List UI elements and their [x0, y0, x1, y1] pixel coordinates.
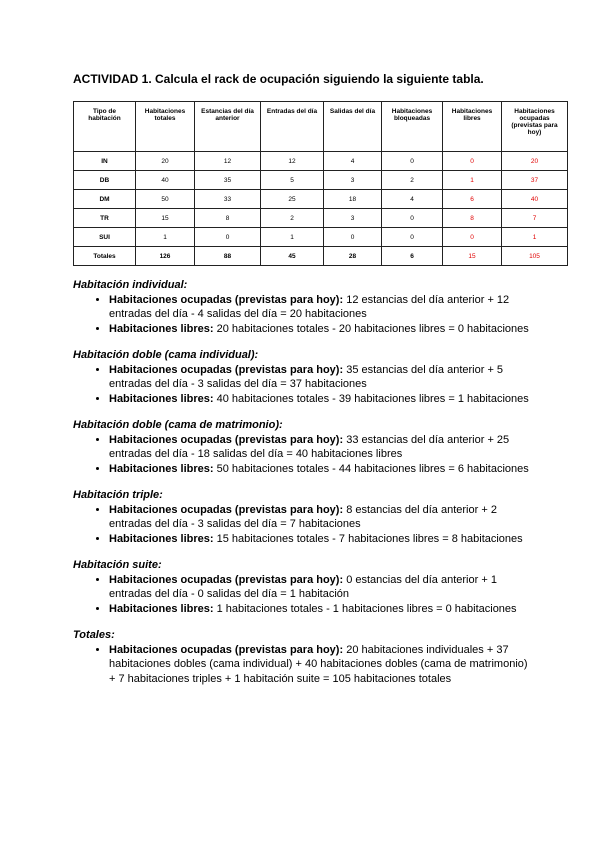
table-cell: 0: [382, 209, 443, 228]
table-cell: DM: [74, 190, 136, 209]
table-cell: 0: [443, 228, 502, 247]
list-item: [109, 532, 533, 547]
section: [73, 488, 533, 546]
section-heading: Habitación doble (cama de matrimonio):: [73, 419, 283, 431]
table-row: [74, 190, 568, 209]
item-label: Habitaciones ocupadas (previstas para hoy):: [109, 573, 344, 586]
table-row: [74, 209, 568, 228]
table-cell: 45: [261, 247, 324, 266]
table-cell: 6: [382, 247, 443, 266]
item-text: 8 estancias del día anterior + 2 entradas del día - 3 salidas del día = 7 habitaciones: [109, 503, 497, 530]
list-item: [109, 433, 533, 462]
table-row: [74, 247, 568, 266]
section: [73, 278, 533, 336]
table-cell: 1: [261, 228, 324, 247]
section-heading: Habitación individual:: [73, 279, 188, 291]
list-item: [109, 503, 533, 532]
item-label: Habitaciones ocupadas (previstas para hoy):: [109, 433, 344, 446]
table-cell: 37: [502, 171, 568, 190]
list-item: [109, 293, 533, 322]
item-label: Habitaciones libres:: [109, 322, 214, 335]
table-cell: 1: [443, 171, 502, 190]
table-cell: 0: [443, 152, 502, 171]
list-item: [109, 322, 533, 337]
bullet-list: [73, 363, 533, 407]
table-cell: 2: [382, 171, 443, 190]
table-cell: Totales: [74, 247, 136, 266]
table-cell: 7: [502, 209, 568, 228]
table-cell: 8: [195, 209, 261, 228]
item-text: 33 estancias del día anterior + 25 entradas del día - 18 salidas del día = 40 habitaciones libres: [109, 433, 510, 460]
bullet-list: [73, 503, 533, 547]
table-row: [74, 171, 568, 190]
item-label: Habitaciones ocupadas (previstas para hoy):: [109, 363, 344, 376]
item-label: Habitaciones ocupadas (previstas para hoy):: [109, 293, 344, 306]
item-label: Habitaciones libres:: [109, 392, 214, 405]
table-cell: 25: [261, 190, 324, 209]
section-heading: Totales:: [73, 629, 115, 641]
table-cell: 4: [382, 190, 443, 209]
list-item: [109, 602, 533, 617]
table-cell: 126: [136, 247, 195, 266]
table-cell: 2: [261, 209, 324, 228]
table-cell: 50: [136, 190, 195, 209]
table-cell: IN: [74, 152, 136, 171]
item-text: 50 habitaciones totales - 44 habitaciones libres = 6 habitaciones: [213, 462, 529, 475]
item-text: 20 habitaciones totales - 20 habitaciones libres = 0 habitaciones: [213, 322, 529, 335]
item-label: Habitaciones libres:: [109, 462, 214, 475]
table-cell: 0: [382, 152, 443, 171]
section-heading: Habitación suite:: [73, 559, 162, 571]
table-row: [74, 228, 568, 247]
list-item: [109, 573, 533, 602]
table-cell: 33: [195, 190, 261, 209]
table-cell: 20: [502, 152, 568, 171]
table-cell: 35: [195, 171, 261, 190]
table-cell: 88: [195, 247, 261, 266]
list-item: [109, 643, 533, 687]
occupancy-table: [73, 101, 568, 266]
column-header: Entradas del día: [261, 102, 324, 152]
table-cell: 5: [261, 171, 324, 190]
table-cell: 3: [324, 209, 382, 228]
table-cell: 40: [136, 171, 195, 190]
item-label: Habitaciones libres:: [109, 532, 214, 545]
page-title: ACTIVIDAD 1. Calcula el rack de ocupación siguiendo la siguiente tabla.: [73, 72, 484, 86]
bullet-list: [73, 643, 533, 687]
table-cell: 40: [502, 190, 568, 209]
column-header: Habitaciones bloqueadas: [382, 102, 443, 152]
column-header: Habitaciones libres: [443, 102, 502, 152]
item-label: Habitaciones libres:: [109, 602, 214, 615]
section-heading: Habitación doble (cama individual):: [73, 349, 259, 361]
table-cell: 18: [324, 190, 382, 209]
bullet-list: [73, 293, 533, 337]
column-header: Habitaciones totales: [136, 102, 195, 152]
item-text: 0 estancias del día anterior + 1 entradas del día - 0 salidas del día = 1 habitación: [109, 573, 497, 600]
table-cell: 12: [261, 152, 324, 171]
item-text: 12 estancias del día anterior + 12 entradas del día - 4 salidas del día = 20 habitaciones: [109, 293, 510, 320]
item-text: 40 habitaciones totales - 39 habitaciones libres = 1 habitaciones: [213, 392, 529, 405]
list-item: [109, 462, 533, 477]
item-text: 20 habitaciones individuales + 37 habitaciones dobles (cama individual) + 40 habitaciones dobles (cama de matrimonio) + 7 habitaciones triples + 1 habitación suite = 105 habitaciones totales: [109, 643, 528, 685]
table-cell: 1: [502, 228, 568, 247]
table-cell: 15: [443, 247, 502, 266]
item-label: Habitaciones ocupadas (previstas para hoy):: [109, 643, 344, 656]
table-cell: 15: [136, 209, 195, 228]
section: [73, 418, 533, 476]
section: [73, 628, 533, 686]
section: [73, 558, 533, 616]
table-row: [74, 152, 568, 171]
table-cell: 28: [324, 247, 382, 266]
table-cell: 4: [324, 152, 382, 171]
column-header: Tipo de habitación: [74, 102, 136, 152]
table-cell: DB: [74, 171, 136, 190]
table-cell: 8: [443, 209, 502, 228]
table-cell: 12: [195, 152, 261, 171]
bullet-list: [73, 433, 533, 477]
item-text: 15 habitaciones totales - 7 habitaciones libres = 8 habitaciones: [213, 532, 523, 545]
column-header: Salidas del día: [324, 102, 382, 152]
table-cell: 3: [324, 171, 382, 190]
table-cell: SUI: [74, 228, 136, 247]
item-text: 1 habitaciones totales - 1 habitaciones libres = 0 habitaciones: [213, 602, 517, 615]
table-cell: 0: [382, 228, 443, 247]
table-cell: 1: [136, 228, 195, 247]
item-text: 35 estancias del día anterior + 5 entradas del día - 3 salidas del día = 37 habitaciones: [109, 363, 504, 390]
item-label: Habitaciones ocupadas (previstas para hoy):: [109, 503, 344, 516]
column-header: Estancias del día anterior: [195, 102, 261, 152]
table-cell: 0: [195, 228, 261, 247]
section-heading: Habitación triple:: [73, 489, 163, 501]
table-cell: 105: [502, 247, 568, 266]
column-header: Habitaciones ocupadas (previstas para hoy): [502, 102, 568, 152]
section: [73, 348, 533, 406]
list-item: [109, 392, 533, 407]
table-cell: 6: [443, 190, 502, 209]
bullet-list: [73, 573, 533, 617]
table-header-row: [74, 102, 568, 152]
list-item: [109, 363, 533, 392]
calculations: [73, 278, 533, 698]
table-cell: 0: [324, 228, 382, 247]
table-cell: TR: [74, 209, 136, 228]
table-cell: 20: [136, 152, 195, 171]
